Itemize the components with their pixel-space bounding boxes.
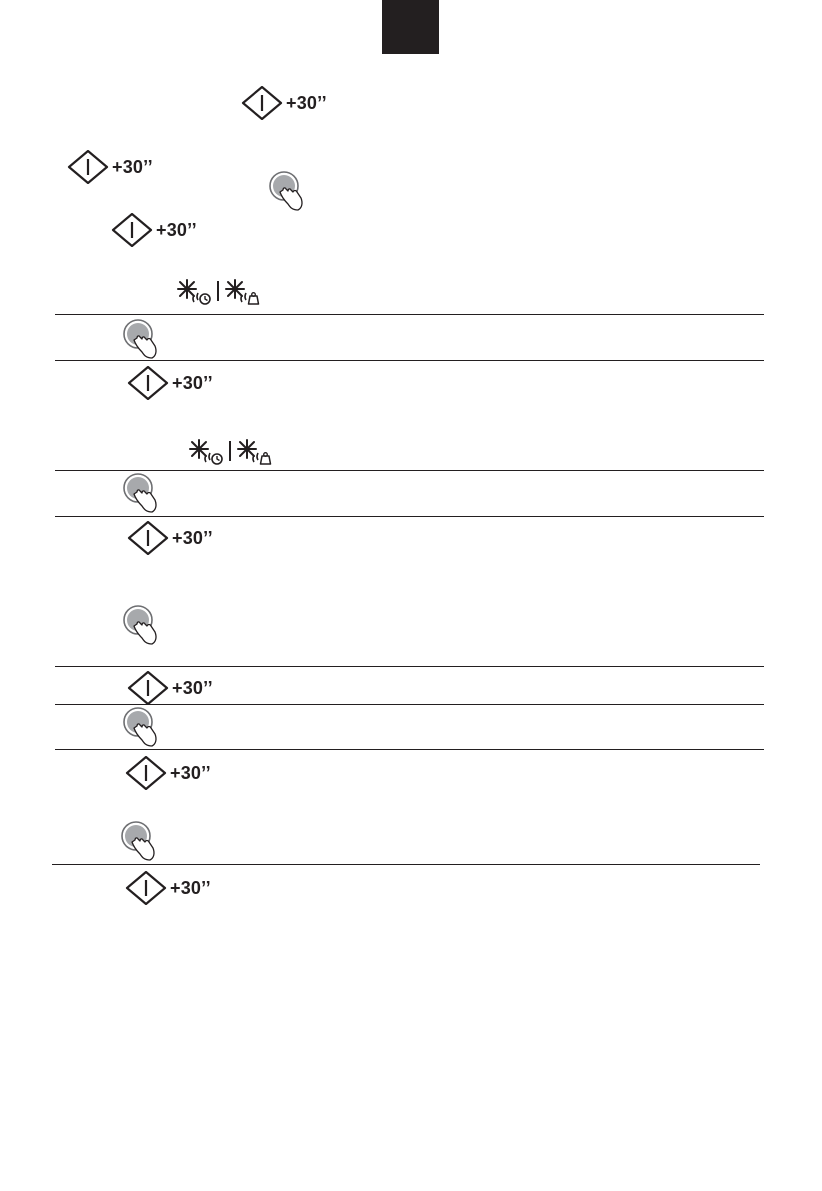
- rotary-knob-hand-icon: [120, 472, 160, 516]
- rotary-knob-hand-icon: [120, 706, 160, 750]
- divider: [55, 516, 764, 517]
- divider: [55, 360, 764, 361]
- defrost-time-icon: [186, 436, 226, 466]
- start-30s-label: +30’’: [112, 157, 153, 177]
- start-30s-button: [126, 671, 213, 705]
- start-diamond-icon: [110, 213, 154, 247]
- start-diamond-icon: [124, 756, 168, 790]
- defrost-weight-icon: [234, 436, 274, 466]
- start-diamond-icon: [126, 366, 170, 400]
- start-diamond-icon: [240, 86, 284, 120]
- start-30s-label: +30’’: [156, 220, 197, 240]
- rotary-knob-hand-icon: [120, 604, 160, 648]
- start-diamond-icon: [126, 671, 170, 705]
- start-30s-label: +30’’: [172, 528, 213, 548]
- defrost-weight-icon: [222, 276, 262, 306]
- defrost-time-icon: [174, 276, 214, 306]
- start-30s-button: [66, 150, 153, 184]
- start-diamond-icon: [124, 871, 168, 905]
- start-30s-label: +30’’: [170, 878, 211, 898]
- start-30s-button: [124, 756, 211, 790]
- divider: [55, 666, 764, 667]
- rotary-knob-hand-icon: [266, 170, 306, 214]
- divider: [55, 314, 764, 315]
- rotary-knob-hand-icon: [118, 820, 158, 864]
- defrost-icons: [186, 436, 274, 466]
- start-30s-button: [126, 521, 213, 555]
- start-30s-button: [110, 213, 197, 247]
- start-30s-label: +30’’: [286, 93, 327, 113]
- divider: [55, 704, 764, 705]
- divider: [55, 470, 764, 471]
- icon-separator: [229, 441, 231, 461]
- start-30s-label: +30’’: [172, 373, 213, 393]
- section-tab: [382, 0, 439, 54]
- divider: [55, 749, 764, 750]
- start-30s-label: +30’’: [172, 678, 213, 698]
- icon-separator: [217, 281, 219, 301]
- divider: [52, 864, 760, 865]
- rotary-knob-hand-icon: [120, 318, 160, 362]
- start-30s-button: [126, 366, 213, 400]
- start-30s-button: [124, 871, 211, 905]
- defrost-icons: [174, 276, 262, 306]
- start-diamond-icon: [126, 521, 170, 555]
- start-diamond-icon: [66, 150, 110, 184]
- start-30s-label: +30’’: [170, 763, 211, 783]
- start-30s-button: [240, 86, 327, 120]
